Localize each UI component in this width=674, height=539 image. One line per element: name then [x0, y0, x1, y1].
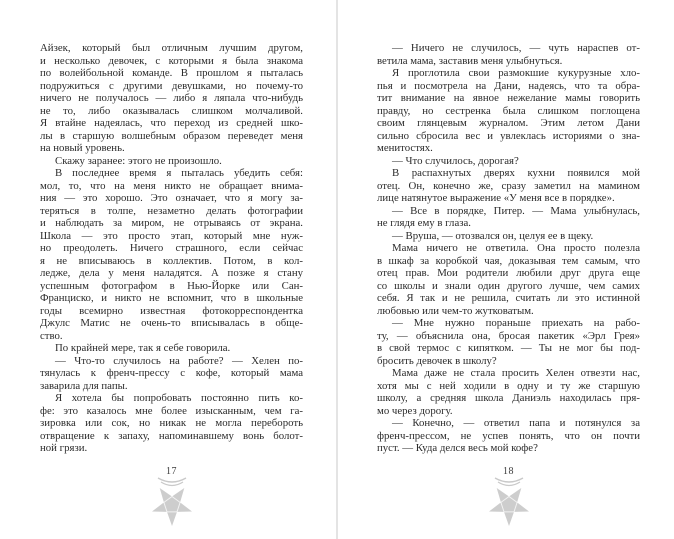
text-line: хотя мы с ней ходили в одну и ту же старшую	[377, 379, 640, 392]
text-line: и несколько девочек, с которыми я была знакома	[40, 54, 303, 67]
page-number: 18	[503, 465, 514, 477]
text-line: своим глянцевым журналом. Этим летом Дани	[377, 117, 640, 129]
text-line: зировка или сок, но никак не могла перебороть	[40, 417, 303, 429]
text-line: ничего не получалось — либо я ляпала что-нибудь	[40, 92, 303, 104]
text-line: Я проглотила свои размокшие кукурузные хло-	[392, 67, 640, 79]
text-line: лице натянутое выражение «У меня все в порядке».	[377, 192, 615, 204]
text-line: Я хотела бы попробовать постоянно пить ко-	[55, 392, 303, 404]
text-line: ту, — объяснила она, бросая пакетик «Эрл Грея»	[377, 329, 640, 342]
text-line: — Что случилось, дорогая?	[392, 154, 519, 167]
text-line: школу, а средняя школа Даниэль находилась пря-	[377, 392, 640, 404]
text-line: — Вруша, — отозвался он, целуя ее в щеку.	[392, 229, 594, 242]
text-line: не глядя ему в глаза.	[377, 217, 471, 229]
text-line: ледже, дела у меня наладятся. А позже я стану	[40, 267, 303, 279]
text-line: — Что-то случилось на работе? — Хелен по-	[55, 354, 303, 367]
page-number: 17	[166, 465, 177, 477]
text-line: мо через дорогу.	[377, 404, 453, 417]
text-line: ния — это хорошо. Это означает, что я могу за-	[40, 192, 303, 204]
page-right	[377, 42, 640, 527]
text-line: любовью или чем-то жутковатым.	[377, 304, 534, 317]
text-line: тянулась к френч-прессу с кофе, который мама	[40, 367, 303, 379]
page-divider	[336, 0, 338, 539]
text-line: в шкаф за коробкой чая, доказывая тем самым, что	[377, 254, 640, 267]
text-line: в свой термос с кипятком. — Ты не мог бы под-	[377, 342, 640, 354]
text-line: ветила мама, заставив меня улыбнуться.	[377, 54, 563, 67]
text-line: Франциско, и никто не вспомнит, что в школьные	[40, 292, 303, 304]
text-line: Мама ничего не ответила. Она просто полезла	[392, 242, 640, 254]
text-line: В последнее время я пыталась убедить себя:	[55, 167, 303, 179]
text-line: со школы и знали один другого лучше, чем самих	[377, 279, 640, 292]
text-line: Джулс Матис не очень-то вписывалась в обще-	[40, 317, 303, 329]
text-line: Я втайне надеялась, что переход из средней шко-	[40, 117, 303, 129]
text-line: бросить девочек в школу?	[377, 354, 497, 367]
page-left-footer	[40, 466, 303, 527]
text-line: успешным фотографом в Нью-Йорке или Сан-	[40, 279, 303, 292]
text-line: менитостях.	[377, 142, 433, 154]
text-line: годы всемирно известная фотокорреспондентка	[40, 304, 303, 317]
text-line: фе: это казалось мне более изысканным, чем га-	[40, 404, 303, 417]
text-line: я не вписываюсь в коллектив. Потом, в кол-	[40, 254, 303, 267]
text-line: В распахнутых дверях кухни появился мой	[392, 167, 640, 179]
text-line: себя. Я так и не решила, считать ли это истинной	[377, 292, 640, 304]
page-left-text	[40, 42, 303, 455]
text-line: теряться в толпе, незаметно делать фотографии	[40, 204, 303, 217]
text-line: сильно сбросила вес и увлеклась историями о зна-	[377, 129, 640, 142]
text-line: на новый уровень.	[40, 142, 125, 154]
text-line: — Ничего не случилось, — чуть нараспев от-	[392, 42, 640, 54]
text-line: но преодолеть. Ничего страшного, если сейчас	[40, 242, 303, 254]
text-line: ной грязи.	[40, 442, 88, 454]
text-line: мол, то, что на меня никто не обращает внима-	[40, 179, 303, 192]
text-line: правду, но сестренка была слишком поглощена	[377, 104, 640, 117]
page-right-text	[377, 42, 640, 455]
text-line: по волейбольной команде. В прошлом я пыталась	[40, 67, 303, 79]
text-line: лы в старшую волшебным образом переведет меня	[40, 129, 303, 142]
text-line: и наблюдать за миром, не отрываясь от экрана.	[40, 217, 303, 229]
text-line: Айзек, который был отличным лучшим другом,	[40, 42, 303, 54]
page-right-footer	[377, 466, 640, 527]
text-line: пья и посмотрела на Дани, надеясь, что та обра-	[377, 79, 640, 92]
text-line: Скажу заранее: этого не произошло.	[55, 154, 222, 167]
text-line: отец. Он, конечно же, сразу заметил на мамином	[377, 179, 640, 192]
text-line: По крайней мере, так я себе говорила.	[55, 342, 231, 354]
page-left	[40, 42, 303, 527]
text-line: заварила для папы.	[40, 379, 128, 392]
text-line: отвращение к запаху, напоминавшему вонь болот-	[40, 429, 303, 442]
star-ornament-icon	[149, 475, 195, 527]
text-line: ство.	[40, 329, 63, 342]
text-line: — Конечно, — ответил папа и потянулся за	[392, 417, 640, 429]
text-line: — Мне нужно пораньше приехать на рабо-	[392, 317, 640, 329]
text-line: Мама даже не стала просить Хелен отвезти нас,	[392, 367, 640, 379]
text-line: подружиться с другими девушками, но почему-то	[40, 79, 303, 92]
text-line: пуст. — Куда делся весь мой кофе?	[377, 442, 538, 454]
text-line: Школа — это просто этап, который мне нуж-	[40, 229, 303, 242]
star-ornament-icon	[486, 475, 532, 527]
text-line: тит внимание на явное нежелание мамы говорить	[377, 92, 640, 104]
text-line: отец прав. Мои родители любили друг друга еще	[377, 267, 640, 279]
text-line: не то, либо оказывалась слишком молчаливой.	[40, 104, 303, 117]
text-line: — Все в порядке, Питер. — Мама улыбнулась,	[392, 204, 640, 217]
text-line: френч-прессом, не успев понять, что он почти	[377, 429, 640, 442]
